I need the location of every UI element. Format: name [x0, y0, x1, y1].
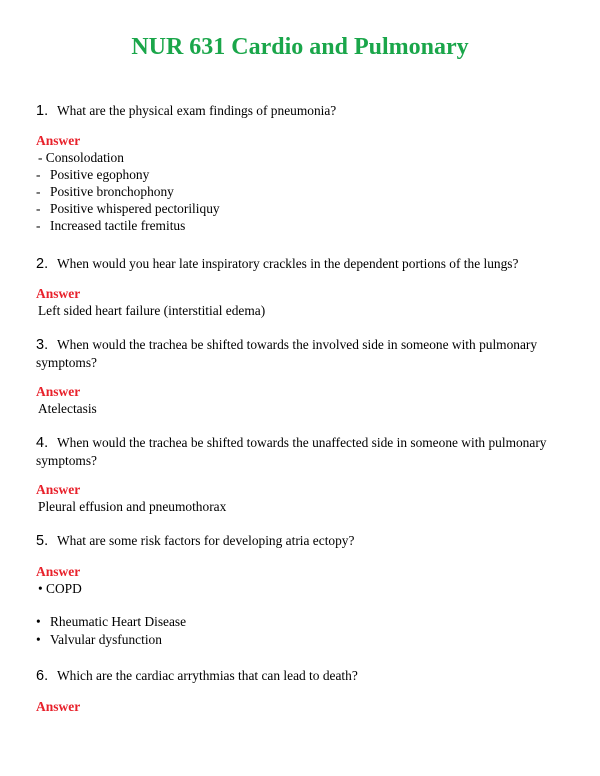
question-text: When would the trachea be shifted towards the involved side in someone with pulmonary symptoms? [36, 337, 538, 370]
question-5 [36, 532, 576, 550]
question-2 [36, 255, 576, 273]
dash-bullet: - [36, 184, 41, 199]
list-item: - Positive bronchophony [36, 184, 174, 199]
question-number: 3. [36, 337, 49, 353]
answer-text: Atelectasis [38, 401, 97, 416]
document-title: NUR 631 Cardio and Pulmonary [131, 34, 469, 60]
question-number: 2. [36, 256, 49, 272]
answer-label: Answer [36, 699, 81, 714]
list-item: - Positive whispered pectoriliquy [36, 201, 220, 216]
question-1 [36, 102, 576, 120]
answer-label: Answer [36, 286, 81, 301]
question-number: 6. [36, 668, 49, 684]
answer-text: Pleural effusion and pneumothorax [38, 499, 227, 514]
dash-bullet: - [36, 218, 41, 233]
question-3 [36, 336, 576, 371]
dot-bullet: • [36, 614, 41, 629]
question-number: 1. [36, 103, 49, 119]
answer-line: • COPD [38, 581, 82, 596]
list-item: • Valvular dysfunction [36, 632, 162, 647]
answer-label: Answer [36, 133, 81, 148]
question-number: 4. [36, 435, 49, 451]
answer-label: Answer [36, 384, 81, 399]
answer-label: Answer [36, 482, 81, 497]
question-text: When would the trachea be shifted towards the unaffected side in someone with pulmonary symptoms? [36, 435, 547, 468]
dash-bullet: - [36, 167, 41, 182]
list-item: • Rheumatic Heart Disease [36, 614, 187, 629]
dash-bullet: - [36, 201, 41, 216]
answer-label: Answer [36, 564, 81, 579]
question-text: What are some risk factors for developing atria ectopy? [57, 533, 355, 548]
question-number: 5. [36, 533, 49, 549]
question-text: When would you hear late inspiratory crackles in the dependent portions of the lungs? [57, 256, 519, 271]
question-6 [36, 667, 576, 685]
question-4 [36, 434, 576, 469]
answer-line: - Consolodation [38, 150, 124, 165]
list-item: - Positive egophony [36, 167, 150, 182]
answer-text: Left sided heart failure (interstitial edema) [38, 303, 266, 318]
list-item: - Increased tactile fremitus [36, 218, 186, 233]
dot-bullet: • [36, 632, 41, 647]
question-text: Which are the cardiac arrythmias that can lead to death? [57, 668, 358, 683]
question-text: What are the physical exam findings of pneumonia? [57, 103, 337, 118]
